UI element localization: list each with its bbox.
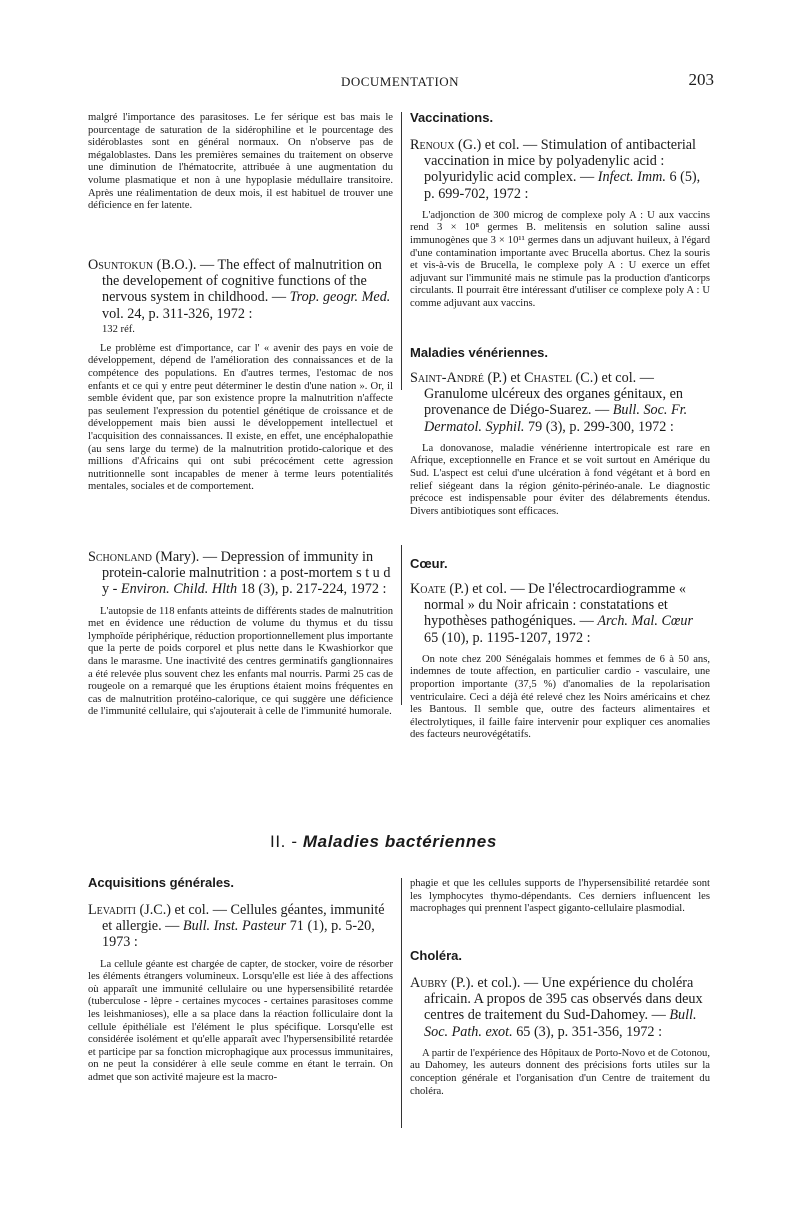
running-header: DOCUMENTATION [340, 74, 460, 89]
column-rule [401, 112, 402, 390]
abstract: La cellule géante est chargée de capter, de stocker, voire de résorber les éléments étrangers volumineux. Lorsqu'elle est liée à des affections où apparaît une immunité cellulaire ou une hypersensibilité retardée (tuberculose - lèpre - certaines mycoces - certaines parasitoses comme les leishmanioses), elle a sa place dans la réaction folliculaire dont la cellule épithéliale est l'élément le plus spécifique. Lorsqu'elle est considérée isolément et qu'elle apparaît avec l'hypersensibilité retardée et participe par sa fonction microphagique aux processus immunitaires, on ne peut la considérer à elle seule comme en étant le terrain. On admet que son activité majeure est la macro- [88, 958, 393, 1083]
abstract: Le problème est d'importance, car l' « avenir des pays en voie de développement, dépend de l'amélioration des connaissances et de la compétence des populations. En d'autres termes, l'estomac de nos enfants et ce qui y entre peut déterminer le destin d'une nation ». Or, il semble évident que, par son existence propre la malnutrition n'affecte pas seulement l'expression du potentiel génétique de croissance et de développement mais bien aussi le développement intellectuel et l'acquisition des connaissances. Il existe, en effet, une encéphalopathie (au sens large du terme) de la malnutrition protido-calorique et des millions d'Africains qui ont subi précocément cette agression nutritionnelle sont incapables de mener à terme leurs potentialités mentales, sociales et de comportement. [88, 342, 393, 493]
reference-citation: Osuntokun (B.O.). — The effect of malnutrition on the developement of cognitive functions of the nervous system in childhood. — Trop. geogr. Med. vol. 24, p. 311-326, 1972 : [88, 257, 391, 322]
reference-citation: Levaditi (J.C.) et col. — Cellules géantes, immunité et allergie. — Bull. Inst. Pasteur 71 (1), p. 5-20, 1973 : [88, 902, 385, 951]
entry-renoux [410, 110, 710, 311]
section-heading-cholera: Choléra. [410, 948, 463, 963]
intro-continuation: malgré l'importance des parasitoses. Le fer sérique est bas mais le pourcentage de saturation de la sidérophiline et le pourcentage des sidéroblastes sont en général normaux. On n'observe pas de mégaloblastes. Dans les premières semaines du traitement on observe une diminution de l'hématocrite, attribuée à une augmentation du volume plasmatique et non à une hypoplasie médullaire transitoire. Après une réalimentation de deux mois, il est habituel de trouver une déficience en fer latente. [88, 112, 393, 212]
abstract: On note chez 200 Sénégalais hommes et femmes de 6 à 50 ans, indemnes de toute affection, en particulier cardio - vasculaire, une proportion importante (37,5 %) d'anomalies de la repolarisation ventriculaire. Ceci a déjà été relevé chez les Noirs américains et chez les Bantous. Il semble que, outre des facteurs alimentaires et électrolytiques, il faille faire intervenir pour expliquer ces anomalies des facteurs neurovégétatifs. [410, 653, 710, 741]
abstract: A partir de l'expérience des Hôpitaux de Porto-Novo et de Cotonou, au Dahomey, les auteurs donnent des précisions forts utiles sur la conception générale et l'organisation d'un Centre de traitement du choléra. [410, 1047, 710, 1097]
reference-citation: Aubry (P.). et col.). — Une expérience du choléra africain. A propos de 395 cas observés dans deux centres de traitement du Sud-Dahomey. — Bull. Soc. Path. exot. 65 (3), p. 351-356, 1972 : [410, 975, 703, 1040]
section-heading-venereal: Maladies vénériennes. [410, 345, 549, 360]
abstract: La donovanose, maladie vénérienne intertropicale est rare en Afrique, exceptionnelle en France et se voit surtout en Amérique du Sud. L'aspect est celui d'une ulcération à fond végétant et à bord en relief siégeant dans la région génito-périnéo-anale. Le diagnostic précoce est indispensable pour éviter des délabrements étendus. Divers antibiotiques sont efficaces. [410, 442, 710, 517]
reference-citation: Saint-André (P.) et Chastel (C.) et col. — Granulome ulcéreux des organes génitaux, en provenance de Diégo-Suarez. — Bull. Soc. Fr. Dermatol. Syphil. 79 (3), p. 299-300, 1972 : [410, 370, 688, 435]
entry-schonland [88, 549, 393, 719]
section-heading-vaccinations: Vaccinations. [410, 110, 494, 125]
entry-koate [410, 556, 710, 742]
entry-saint-andre [410, 345, 710, 518]
levaditi-continuation: phagie et que les cellules supports de l'hypersensibilité retardée sont les lymphocytes thymo-dépendants. Ces derniers influencent les macrophages qui prennent l'aspect giganto-cellulaire plasmodial. [410, 878, 710, 915]
entry-levaditi [88, 875, 393, 1085]
reference-citation: Schonland (Mary). — Depression of immunity in protein-calorie malnutrition : a post-mortem s t u d y - Environ. Child. Hlth 18 (3), p. 217-224, 1972 : [88, 549, 391, 598]
reference-citation: Koate (P.) et col. — De l'électrocardiogramme « normal » du Noir africain : constatations et hypothèses pathogéniques. — Arch. Mal. Cœur 65 (10), p. 1195-1207, 1972 : [410, 581, 694, 646]
entry-aubry [410, 948, 710, 1098]
section-heading-acquisitions: Acquisitions générales. [88, 875, 234, 890]
section-heading-coeur: Cœur. [410, 556, 448, 571]
column-rule [401, 878, 402, 1128]
abstract: L'autopsie de 118 enfants atteints de différents stades de malnutrition met en évidence une réduction de volume du thymus et du tissu lymphoïde périphérique, réduction proportionnellement plus importante que la perte de poids corporel et plus nette dans le Kwashiorkor que dans le marasme. Une inactivité des centres germinatifs ganglionnaires a été relevée plus souvent chez les enfants mal nourris. Parmi 25 cas de rougeole on a remarqué que les éruptions étaient moins fréquentes en cas de malnutrition protéino-calorique, ce qui suggère une déficience de l'immunité cellulaire, qui s'ajouterait à celle de l'immunité humorale. [88, 605, 393, 718]
entry-osuntokun [88, 257, 393, 494]
abstract: L'adjonction de 300 microg de complexe poly A : U aux vaccins rend 3 × 10⁸ germes B. melitensis en solution saline aussi immunogènes que 3 × 10¹¹ germes dans un adjuvant huileux, à l'égard d'une contamination importante avec Brucella abortus. Chez la souris et vis-à-vis de Brucella, le complexe poly A : U exerce un effet adjuvant sur l'immunité mais ne stimule pas la production d'anticorps circulants. Il pourrait être intéressant d'utiliser ce complexe poly A : U comme adjuvant aux vaccins. [410, 209, 710, 309]
column-rule [401, 545, 402, 705]
reference-citation: Renoux (G.) et col. — Stimulation of antibacterial vaccination in mice by polyadenylic acid : polyuridylic acid complex. — Infect. Imm. 6 (5), p. 699-702, 1972 : [410, 137, 701, 202]
page-number: 203 [688, 70, 714, 89]
reference-note: 132 réf. [102, 323, 135, 335]
section-title: II. - Maladies bactériennes [270, 832, 497, 851]
